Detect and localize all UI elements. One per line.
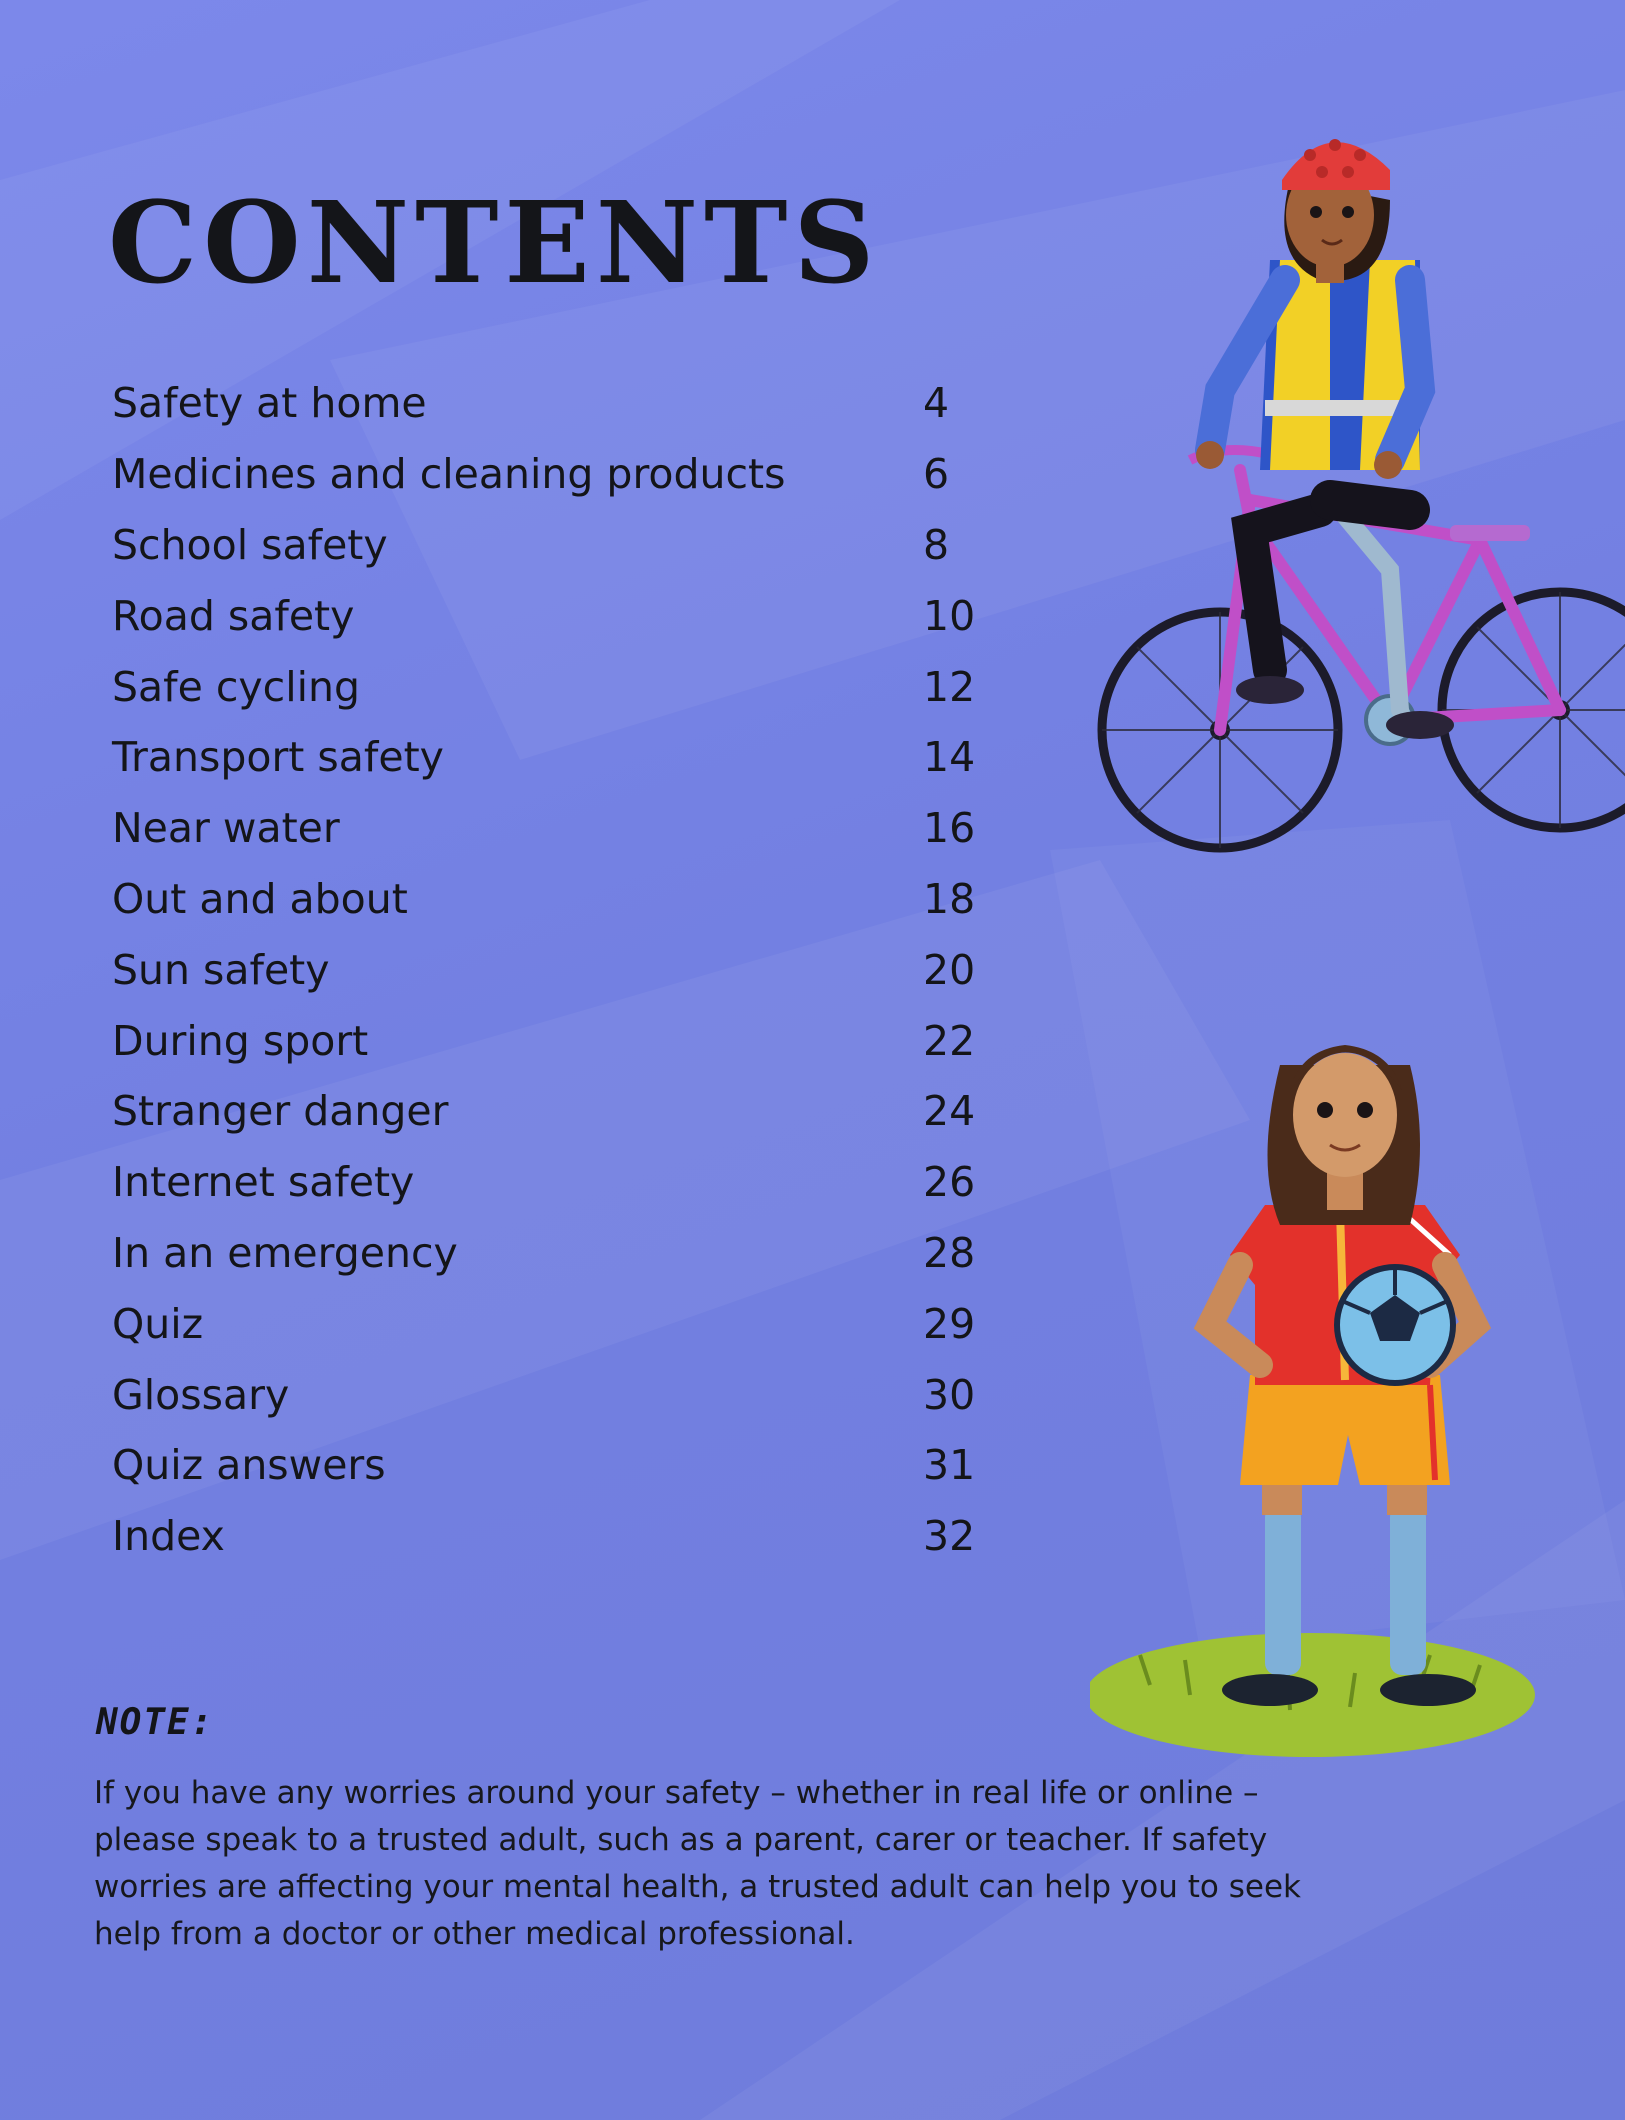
toc-page-number: 22	[922, 1016, 976, 1065]
toc-row	[112, 1288, 1012, 1359]
toc-entry-title: School safety	[112, 520, 388, 569]
toc-entry-title: Internet safety	[112, 1158, 415, 1207]
toc-entry-title: During sport	[112, 1016, 369, 1065]
toc-page-number: 18	[922, 874, 976, 923]
toc-entry-title: Road safety	[112, 591, 355, 640]
toc-row	[112, 1359, 1012, 1430]
toc-row	[112, 1430, 1012, 1501]
toc-row	[112, 368, 1012, 439]
toc-page-number: 12	[922, 662, 976, 711]
toc-row	[112, 580, 1012, 651]
girl-holding-football-icon	[1090, 995, 1550, 1765]
toc-page-number: 10	[922, 591, 976, 640]
toc-page-number: 8	[922, 520, 950, 569]
toc-row	[112, 510, 1012, 581]
toc-row	[112, 1076, 1012, 1147]
toc-page-number: 26	[922, 1158, 976, 1207]
toc-entry-title: In an emergency	[112, 1228, 458, 1277]
note-text: If you have any worries around your safety – whether in real life or online – please speak to a trusted adult, such as a parent, carer or teacher. If safety worries are affecting your mental health, a trusted adult can help you to seek help from a doctor or other medical professional.	[94, 1775, 1301, 1952]
toc-row	[112, 651, 1012, 722]
toc-entry-title: Quiz	[112, 1299, 204, 1348]
toc-entry-title: Safe cycling	[112, 662, 360, 711]
toc-entry-title: Medicines and cleaning products	[112, 450, 786, 499]
toc-row	[112, 793, 1012, 864]
toc-page-number: 31	[922, 1441, 976, 1490]
toc-page-number: 24	[922, 1087, 976, 1136]
toc-entry-title: Index	[112, 1512, 225, 1561]
toc-row	[112, 1218, 1012, 1289]
toc-page-number: 4	[922, 379, 950, 428]
toc-row	[112, 722, 1012, 793]
toc-entry-title: Glossary	[112, 1370, 290, 1419]
toc-page-number: 29	[922, 1299, 976, 1348]
note-heading: NOTE:	[96, 1702, 215, 1743]
toc-row	[112, 1005, 1012, 1076]
table-of-contents	[112, 368, 1012, 1572]
toc-page-number: 14	[922, 733, 976, 782]
toc-entry-title: Out and about	[112, 874, 408, 923]
toc-entry-title: Safety at home	[112, 379, 427, 428]
toc-row	[112, 439, 1012, 510]
toc-entry-title: Transport safety	[112, 733, 444, 782]
page-title: CONTENTS	[108, 178, 881, 309]
toc-page-number: 28	[922, 1228, 976, 1277]
girl-cycling-with-helmet-icon	[1090, 110, 1625, 870]
toc-entry-title: Sun safety	[112, 945, 330, 994]
toc-row	[112, 1147, 1012, 1218]
toc-row	[112, 864, 1012, 935]
toc-entry-title: Quiz answers	[112, 1441, 386, 1490]
toc-row	[112, 1501, 1012, 1572]
toc-page-number: 30	[922, 1370, 976, 1419]
toc-page-number: 20	[922, 945, 976, 994]
toc-row	[112, 934, 1012, 1005]
toc-entry-title: Stranger danger	[112, 1087, 449, 1136]
toc-entry-title: Near water	[112, 804, 340, 853]
toc-page-number: 16	[922, 804, 976, 853]
toc-page-number: 32	[922, 1512, 976, 1561]
toc-page-number: 6	[922, 450, 950, 499]
